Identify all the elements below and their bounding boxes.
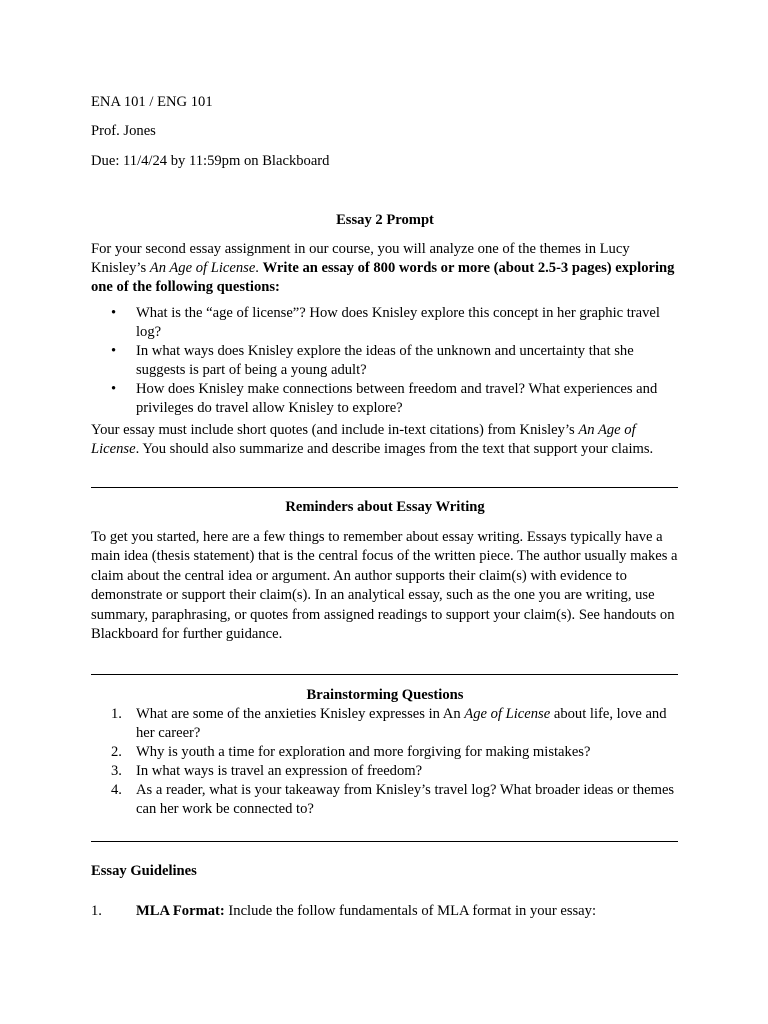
list-number: 2. [111,744,122,760]
list-item: • In what ways does Knisley explore the ideas of the unknown and uncertainty that she suggests is part of being a young adult? [111,343,634,378]
brainstorming-heading: Brainstorming Questions [306,687,464,703]
bullet-icon: • [111,381,117,397]
due-date-line: Due: 11/4/24 by 11:59pm on Blackboard [91,153,330,169]
prompt-question-list [91,304,679,418]
guideline-label: MLA Format: [136,903,225,919]
prompt-heading: Essay 2 Prompt [336,212,434,228]
list-item: 1. What are some of the anxieties Knisley expresses in An Age of License about life, love and her career? [111,706,667,741]
book-title: An Age of License [149,260,256,276]
prompt-intro-paragraph: For your second essay assignment in our course, you will analyze one of the themes in Lucy Knisley’s An Age of License. Write an essay of 800 words or more (about 2.5-3 pages) exploring one of the following questions: [91,241,675,295]
reminders-heading: Reminders about Essay Writing [285,499,485,515]
section-divider [91,487,678,488]
section-divider [91,841,678,842]
bullet-icon: • [111,343,117,359]
list-item: • What is the “age of license”? How does Knisley explore this concept in her graphic travel log? [111,305,660,340]
assignment-requirement: Write an essay of 800 words or more (about 2.5-3 pages) exploring one of the following questions: [91,260,675,295]
course-line: ENA 101 / ENG 101 [91,94,213,110]
book-title: An Age of License [91,422,636,457]
list-item: 3. In what ways is travel an expression of freedom? [111,763,423,779]
guideline-text: Include the follow fundamentals of MLA format in your essay: [224,903,597,919]
reminders-paragraph: To get you started, here are a few things to remember about essay writing. Essays typically have a main idea (thesis statement) that is the central focus of the written piece. The author usually makes a claim about the central idea or argument. An author supports their claim(s) with evidence to demonstrate or support their claim(s). In an analytical essay, such as the one you are writing, use summary, paraphrasing, or quotes from assigned readings to support your claim(s). See handouts on Blackboard for further guidance. [91,529,678,643]
section-divider [91,674,678,675]
bullet-icon: • [111,305,117,321]
list-number: 1. [111,706,122,722]
professor-line: Prof. Jones [91,123,156,139]
list-item: • How does Knisley make connections between freedom and travel? What experiences and privileges do travel allow Knisley to explore? [111,381,658,416]
list-item: 2. Why is youth a time for exploration and more forgiving for making mistakes? [111,744,591,760]
list-number: 3. [111,763,122,779]
list-number: 1. [91,903,102,919]
list-number: 4. [111,782,122,798]
list-item: 4. As a reader, what is your takeaway from Knisley’s travel log? What broader ideas or themes can her work be connected to? [111,782,675,817]
brainstorming-question-list [91,705,679,819]
guidelines-heading: Essay Guidelines [91,863,197,879]
prompt-closing-paragraph: Your essay must include short quotes (and include in-text citations) from Knisley’s An Age of License. You should also summarize and describe images from the text that support your claims. [91,422,654,457]
